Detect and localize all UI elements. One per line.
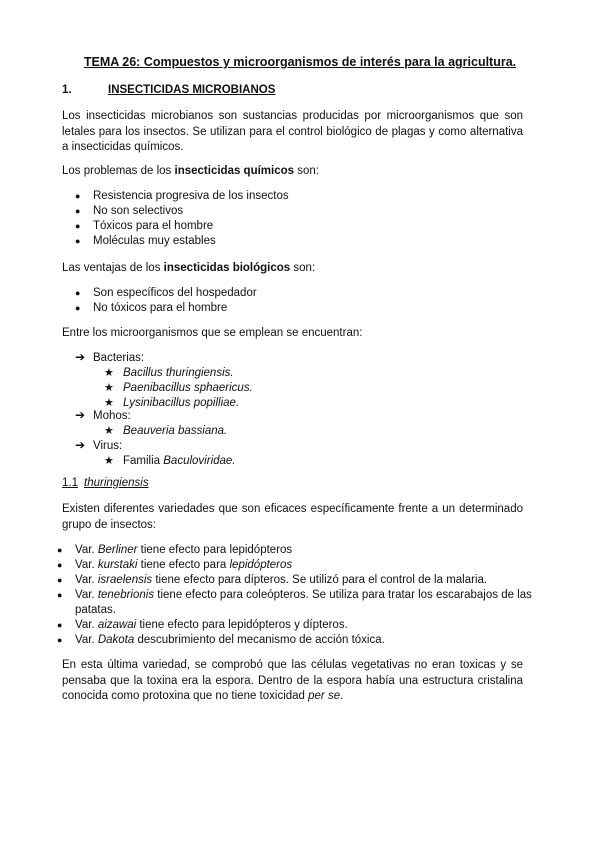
microorganisms-lead: Entre los microorganismos que se emplean se encuentran:: [62, 327, 363, 339]
variety-prefix: Var.: [75, 634, 98, 646]
list-item: Moléculas muy estables: [93, 235, 216, 247]
star-icon: ★: [104, 382, 114, 394]
star-icon: ★: [104, 425, 114, 437]
organism-name: [123, 454, 236, 469]
intro-paragraph: Los insecticidas microbianos son sustancias producidas por microorganismos que son letales para los insectos. Se utilizan para el control biológico de plagas y como alternativa a insecticidas químicos.: [62, 110, 523, 153]
variety-text: tiene efecto para: [137, 559, 230, 571]
variety-prefix: Var.: [75, 559, 98, 571]
subsection-heading: [62, 477, 149, 489]
problems-lead-end: son:: [294, 165, 319, 177]
section-number: 1.: [62, 84, 72, 96]
closing-italic: per se: [308, 690, 341, 702]
bullet-icon: ●: [57, 575, 63, 585]
closing-end: .: [340, 690, 344, 702]
variety-extra: lepidópteros: [229, 559, 293, 571]
list-item: Resistencia progresiva de los insectos: [93, 190, 289, 202]
closing-paragraph: [62, 658, 523, 705]
arrow-right-icon: ➔: [75, 438, 86, 452]
variety-text: tiene efecto para coleópteros. Se utiliza para tratar los escarabajos de las: [154, 589, 532, 601]
variety-item: [75, 558, 292, 573]
group-label: Virus:: [93, 440, 123, 452]
advantages-lead-end: son:: [290, 262, 316, 274]
organism-name: Paenibacillus sphaericus.: [123, 382, 253, 394]
closing-text: En esta última variedad, se comprobó que las células vegetativas no eran toxicas y se pensaba que la toxina era la espora. Dentro de la espora había una estructura cristalina conocida como protoxina que no tiene toxicidad: [62, 659, 523, 702]
variety-item: [75, 573, 487, 588]
star-icon: ★: [104, 455, 114, 467]
section-heading: [62, 84, 275, 96]
bullet-icon: ●: [57, 635, 63, 645]
organism-prefix: Familia: [123, 455, 164, 467]
variety-text: descubrimiento del mecanismo de acción tóxica.: [134, 634, 385, 646]
variety-continuation: patatas.: [75, 604, 116, 616]
variety-name: aizawai: [97, 619, 137, 631]
variety-item: [75, 543, 292, 558]
organism-name: Bacillus thuringiensis.: [123, 367, 234, 379]
variety-name: israelensis: [97, 574, 153, 586]
bullet-icon: ●: [57, 560, 63, 570]
bullet-icon: ●: [57, 545, 63, 555]
bullet-icon: ●: [75, 303, 81, 313]
star-icon: ★: [104, 367, 114, 379]
arrow-right-icon: ➔: [75, 408, 86, 422]
variety-prefix: Var.: [75, 589, 98, 601]
bullet-icon: ●: [57, 620, 63, 630]
variety-name: Dakota: [97, 634, 135, 646]
subsection-number: 1.1: [62, 477, 78, 489]
bullet-icon: ●: [57, 590, 63, 600]
variety-prefix: Var.: [75, 544, 98, 556]
list-item: No tóxicos para el hombre: [93, 302, 228, 314]
variety-item: [75, 633, 385, 648]
variety-text: tiene efecto para lepidópteros: [137, 544, 293, 556]
variety-text: tiene efecto para lepidópteros y dípteros.: [136, 619, 348, 631]
subsection-title: thuringiensis: [84, 477, 149, 489]
variety-prefix: Var.: [75, 619, 98, 631]
variety-item: [75, 588, 532, 603]
variety-item: [75, 618, 348, 633]
bullet-icon: ●: [75, 288, 81, 298]
organism-name: Lysinibacillus popilliae.: [123, 397, 240, 409]
problems-lead: [62, 164, 319, 179]
organism-name: Beauveria bassiana.: [123, 425, 228, 437]
arrow-right-icon: ➔: [75, 350, 86, 364]
advantages-lead-text: Las ventajas de los: [62, 262, 164, 274]
list-item: Tóxicos para el hombre: [93, 220, 214, 232]
section-title: INSECTICIDAS MICROBIANOS: [108, 84, 276, 96]
advantages-lead-bold: insecticidas biológicos: [163, 262, 291, 274]
variety-prefix: Var.: [75, 574, 98, 586]
variety-name: kurstaki: [97, 559, 138, 571]
bullet-icon: ●: [75, 236, 81, 246]
group-label: Bacterias:: [93, 352, 145, 364]
advantages-lead: [62, 261, 315, 276]
bullet-icon: ●: [75, 191, 81, 201]
varieties-intro: Existen diferentes variedades que son eficaces específicamente frente a un determinado grupo de insectos:: [62, 503, 523, 531]
problems-lead-text: Los problemas de los: [62, 165, 175, 177]
list-item: No son selectivos: [93, 205, 184, 217]
variety-text: tiene efecto para dípteros. Se utilizó para el control de la malaria.: [152, 574, 488, 586]
bullet-icon: ●: [75, 206, 81, 216]
variety-name: Berliner: [97, 544, 138, 556]
list-item: Son específicos del hospedador: [93, 287, 257, 299]
problems-lead-bold: insecticidas químicos: [174, 165, 295, 177]
star-icon: ★: [104, 397, 114, 409]
organism-family: Baculoviridae.: [163, 455, 236, 467]
bullet-icon: ●: [75, 221, 81, 231]
group-label: Mohos:: [93, 410, 131, 422]
variety-name: tenebrionis: [97, 589, 155, 601]
document-title: TEMA 26: Compuestos y microorganismos de interés para la agricultura.: [83, 55, 517, 69]
